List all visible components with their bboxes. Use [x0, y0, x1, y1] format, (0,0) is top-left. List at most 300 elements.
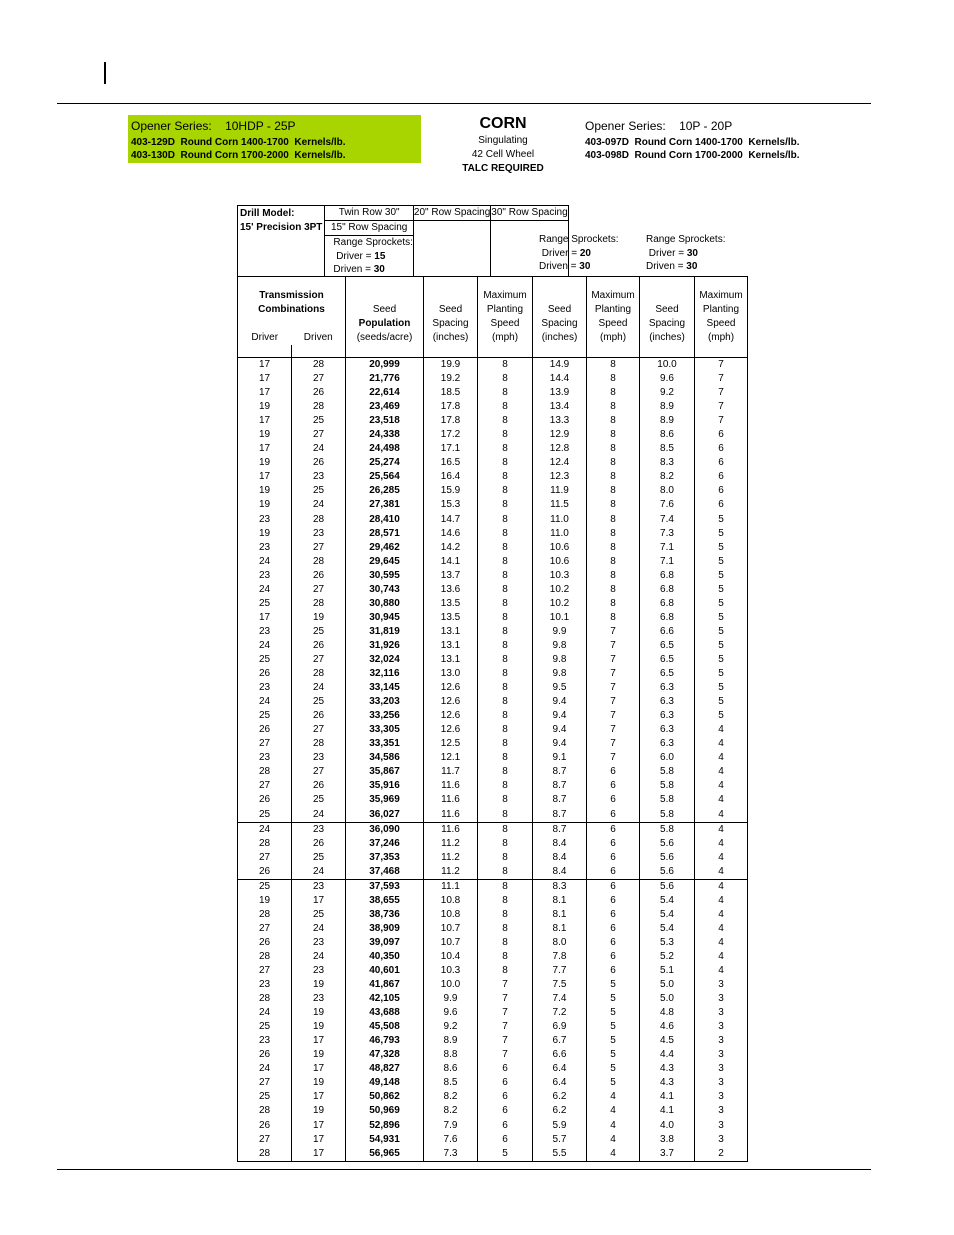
part-number: 403-098D [585, 150, 629, 161]
seed-spacing-15-cell: 12.5 [424, 737, 478, 751]
driver-value: 15 [374, 250, 386, 262]
driven-cell: 24 [292, 950, 346, 964]
max-speed-15-cell: 8 [478, 484, 533, 498]
driven-cell: 25 [292, 484, 346, 498]
seed-spacing-15-cell: 8.6 [424, 1062, 478, 1076]
seed-spacing-30-cell: 5.8 [640, 779, 695, 793]
right-opener-line-1 [585, 136, 800, 149]
max-speed-15-cell: 8 [478, 513, 533, 527]
driver-cell: 17 [238, 414, 292, 428]
seed-spacing-30-cell: 5.6 [640, 851, 695, 865]
seed-population-cell: 30,595 [346, 569, 424, 583]
seed-spacing-15-cell: 10.7 [424, 922, 478, 936]
driver-cell: 19 [238, 428, 292, 442]
max-speed-20-cell: 8 [587, 428, 640, 442]
seed-spacing-20-cell: 10.3 [533, 569, 587, 583]
max-speed-15-cell: 8 [478, 498, 533, 512]
max-speed-20-cell: 8 [587, 442, 640, 456]
driver-cell: 26 [238, 793, 292, 807]
seed-spacing-15-cell: 9.2 [424, 1020, 478, 1034]
seed-spacing-20-cell: 9.4 [533, 709, 587, 723]
seed-spacing-20-cell: 11.5 [533, 498, 587, 512]
max-speed-20-cell: 6 [587, 879, 640, 894]
seed-spacing-20-cell: 9.8 [533, 639, 587, 653]
max-speed-20-cell: 7 [587, 653, 640, 667]
driver-cell: 25 [238, 879, 292, 894]
driver-cell: 28 [238, 1104, 292, 1118]
table-row [238, 555, 748, 569]
seed-population-cell: 37,468 [346, 865, 424, 880]
seed-spacing-20-cell: 7.7 [533, 964, 587, 978]
driven-cell: 23 [292, 992, 346, 1006]
seed-spacing-15-cell: 17.2 [424, 428, 478, 442]
driver-cell: 28 [238, 1147, 292, 1162]
driven-value: 30 [686, 261, 698, 272]
max-speed-30-cell: 5 [695, 695, 748, 709]
seed-spacing-20-cell: 8.7 [533, 822, 587, 837]
driven-cell: 23 [292, 879, 346, 894]
max-speed-15-cell: 6 [478, 1090, 533, 1104]
seed-wheel: 42 Cell Wheel [471, 149, 535, 160]
seed-population-cell: 42,105 [346, 992, 424, 1006]
table-row [238, 709, 748, 723]
seed-spacing-15-cell: 8.2 [424, 1104, 478, 1118]
seed-spacing-15-cell: 16.5 [424, 456, 478, 470]
table-row [238, 1147, 748, 1162]
spacing-group-title [325, 206, 414, 221]
table-row [238, 964, 748, 978]
driver-cell: 24 [238, 583, 292, 597]
seed-population-cell: 33,145 [346, 681, 424, 695]
table-row [238, 908, 748, 922]
table-row [238, 639, 748, 653]
seed-spacing-20-cell: 5.7 [533, 1133, 587, 1147]
table-row [238, 737, 748, 751]
max-speed-20-cell: 8 [587, 456, 640, 470]
header-rule [57, 103, 871, 104]
max-speed-30-cell: 3 [695, 978, 748, 992]
max-speed-15-cell: 8 [478, 751, 533, 765]
driver-cell: 23 [238, 541, 292, 555]
table-body [238, 358, 748, 1162]
max-speed-30-cell: 5 [695, 597, 748, 611]
seed-spacing-15-cell: 10.8 [424, 908, 478, 922]
max-speed-15-cell: 8 [478, 879, 533, 894]
driver-value: 30 [686, 247, 698, 259]
max-speed-15-cell: 8 [478, 653, 533, 667]
table-row [238, 1076, 748, 1090]
seed-spacing-30-cell: 5.2 [640, 950, 695, 964]
driven-value: 30 [579, 261, 591, 272]
table-row [238, 513, 748, 527]
seed-population-cell: 39,097 [346, 936, 424, 950]
range-sprockets-label: Range Sprockets: [646, 234, 726, 245]
table-row [238, 1034, 748, 1048]
seed-spacing-20-cell: 8.4 [533, 865, 587, 880]
table-row [238, 1020, 748, 1034]
max-speed-20-cell: 8 [587, 611, 640, 625]
max-speed-15-cell: 8 [478, 442, 533, 456]
driver-cell: 26 [238, 865, 292, 880]
max-speed-15-cell: 8 [478, 611, 533, 625]
max-speed-15-cell: 6 [478, 1104, 533, 1118]
driven-cell: 27 [292, 583, 346, 597]
max-speed-15-cell: 8 [478, 695, 533, 709]
seed-spacing-15-cell: 11.6 [424, 808, 478, 823]
seed-spacing-30-cell: 4.0 [640, 1119, 695, 1133]
max-speed-20-cell: 7 [587, 709, 640, 723]
max-speed-15-cell: 8 [478, 428, 533, 442]
max-speed-15-cell: 8 [478, 372, 533, 386]
driver-cell: 17 [238, 470, 292, 484]
driven-cell: 26 [292, 569, 346, 583]
max-speed-15-cell: 8 [478, 400, 533, 414]
table-row [238, 653, 748, 667]
header-line: Maximum [699, 290, 743, 301]
seed-population-cell: 30,945 [346, 611, 424, 625]
seed-spacing-15-cell: 11.2 [424, 837, 478, 851]
driver-cell: 28 [238, 950, 292, 964]
seed-spacing-20-cell: 7.5 [533, 978, 587, 992]
max-speed-15-cell: 8 [478, 837, 533, 851]
seed-population-cell: 41,867 [346, 978, 424, 992]
seed-spacing-30-cell: 5.8 [640, 822, 695, 837]
driver-label: Driver = [336, 250, 375, 262]
seed-spacing-20-cell: 11.0 [533, 527, 587, 541]
max-speed-30-cell: 6 [695, 428, 748, 442]
driven-label: Driven = [539, 261, 580, 272]
seed-rate-table [237, 205, 569, 277]
seed-spacing-15-cell: 11.6 [424, 779, 478, 793]
driver-cell: 27 [238, 1076, 292, 1090]
driven-cell: 26 [292, 456, 346, 470]
seed-population-cell: 28,410 [346, 513, 424, 527]
max-speed-15-cell: 8 [478, 865, 533, 880]
driver-cell: 19 [238, 498, 292, 512]
driver-label: Driver = [648, 247, 687, 259]
seed-spacing-20-cell: 8.1 [533, 894, 587, 908]
table-row [238, 428, 748, 442]
header-line: Maximum [483, 290, 527, 301]
max-speed-30-cell: 3 [695, 1048, 748, 1062]
seed-population-cell: 23,469 [346, 400, 424, 414]
seed-spacing-30-cell: 7.3 [640, 527, 695, 541]
driven-cell: 28 [292, 737, 346, 751]
driven-cell: 19 [292, 1048, 346, 1062]
seed-population-cell: 29,462 [346, 541, 424, 555]
driven-cell: 23 [292, 822, 346, 837]
seed-population-cell: 21,776 [346, 372, 424, 386]
max-speed-20-cell: 7 [587, 625, 640, 639]
table-row [238, 1104, 748, 1118]
seed-spacing-15-cell: 8.5 [424, 1076, 478, 1090]
max-speed-15-cell: 8 [478, 625, 533, 639]
seed-spacing-20-cell: 6.6 [533, 1048, 587, 1062]
header-line: (seeds/acre) [356, 332, 413, 343]
seed-spacing-30-cell: 3.8 [640, 1133, 695, 1147]
header-line: Planting [486, 304, 524, 315]
max-speed-20-cell: 7 [587, 681, 640, 695]
seed-spacing-20-cell: 8.4 [533, 851, 587, 865]
max-speed-30-cell: 5 [695, 513, 748, 527]
seed-population-cell: 23,518 [346, 414, 424, 428]
header-line: (inches) [432, 332, 469, 343]
header-line: (inches) [649, 332, 685, 343]
driven-cell: 25 [292, 625, 346, 639]
max-speed-header [478, 277, 533, 346]
driven-cell: 26 [292, 709, 346, 723]
max-speed-20-cell: 8 [587, 513, 640, 527]
max-speed-20-cell: 5 [587, 978, 640, 992]
seed-population-cell: 33,305 [346, 723, 424, 737]
driver-cell: 23 [238, 978, 292, 992]
seed-spacing-20-cell: 10.2 [533, 597, 587, 611]
driven-cell: 23 [292, 527, 346, 541]
max-speed-20-cell: 4 [587, 1147, 640, 1162]
max-speed-20-cell: 6 [587, 837, 640, 851]
driven-cell: 28 [292, 513, 346, 527]
max-speed-15-cell: 8 [478, 964, 533, 978]
driver-cell: 26 [238, 723, 292, 737]
driven-cell: 17 [292, 1147, 346, 1162]
max-speed-header [587, 277, 640, 346]
seed-population-cell: 20,999 [346, 358, 424, 373]
max-speed-30-cell: 5 [695, 667, 748, 681]
max-speed-20-cell: 6 [587, 822, 640, 837]
seed-spacing-30-cell: 5.8 [640, 765, 695, 779]
max-speed-20-cell: 5 [587, 1034, 640, 1048]
driver-cell: 17 [238, 372, 292, 386]
seed-spacing-15-cell: 10.4 [424, 950, 478, 964]
seed-spacing-header [533, 277, 587, 346]
table-row [238, 851, 748, 865]
table-row [238, 583, 748, 597]
driven-cell: 28 [292, 597, 346, 611]
seed-spacing-15-cell: 11.7 [424, 765, 478, 779]
max-speed-20-cell: 4 [587, 1119, 640, 1133]
max-speed-20-cell: 8 [587, 372, 640, 386]
max-speed-30-cell: 4 [695, 723, 748, 737]
seed-population-cell: 31,926 [346, 639, 424, 653]
seed-spacing-20-cell: 12.3 [533, 470, 587, 484]
seed-population-cell: 35,969 [346, 793, 424, 807]
seed-spacing-15-cell: 19.9 [424, 358, 478, 373]
max-speed-20-cell: 6 [587, 894, 640, 908]
max-speed-15-cell: 8 [478, 597, 533, 611]
driven-cell: 19 [292, 1020, 346, 1034]
table-row [238, 793, 748, 807]
header-line: Planting [594, 304, 632, 315]
max-speed-30-cell: 5 [695, 709, 748, 723]
driven-cell: 17 [292, 1034, 346, 1048]
driven-cell: 28 [292, 667, 346, 681]
table-row [238, 484, 748, 498]
max-speed-20-cell: 5 [587, 992, 640, 1006]
seed-spacing-15-cell: 19.2 [424, 372, 478, 386]
max-speed-20-cell: 7 [587, 737, 640, 751]
table-row [238, 611, 748, 625]
max-speed-20-cell: 6 [587, 950, 640, 964]
driven-cell: 23 [292, 751, 346, 765]
max-speed-15-cell: 8 [478, 793, 533, 807]
seed-spacing-15-cell: 17.1 [424, 442, 478, 456]
seed-spacing-30-cell: 3.7 [640, 1147, 695, 1162]
seed-population-cell: 22,614 [346, 386, 424, 400]
max-speed-20-cell: 6 [587, 765, 640, 779]
driven-cell: 24 [292, 865, 346, 880]
seed-spacing-30-cell: 4.4 [640, 1048, 695, 1062]
table-row [238, 865, 748, 880]
driven-cell: 17 [292, 1133, 346, 1147]
spacing-group-title [413, 206, 490, 221]
seed-population-cell: 34,586 [346, 751, 424, 765]
table-row [238, 1133, 748, 1147]
seed-spacing-15-cell: 12.6 [424, 681, 478, 695]
seed-spacing-30-cell: 7.4 [640, 513, 695, 527]
seed-spacing-20-cell: 13.4 [533, 400, 587, 414]
seed-population-cell: 33,256 [346, 709, 424, 723]
driven-cell: 25 [292, 908, 346, 922]
part-number: 403-097D [585, 137, 629, 148]
crop-title: CORN [479, 115, 527, 132]
max-speed-15-cell: 8 [478, 779, 533, 793]
max-speed-20-cell: 6 [587, 851, 640, 865]
max-speed-30-cell: 3 [695, 1104, 748, 1118]
max-speed-15-cell: 8 [478, 583, 533, 597]
max-speed-20-cell: 6 [587, 964, 640, 978]
left-opener-line-1 [131, 136, 346, 149]
driven-cell: 19 [292, 978, 346, 992]
seed-spacing-15-cell: 7.3 [424, 1147, 478, 1162]
max-speed-30-cell: 7 [695, 372, 748, 386]
seed-population-cell: 40,350 [346, 950, 424, 964]
driven-cell: 24 [292, 442, 346, 456]
max-speed-15-cell: 8 [478, 765, 533, 779]
seed-population-cell: 38,655 [346, 894, 424, 908]
max-speed-15-cell: 8 [478, 894, 533, 908]
seed-spacing-30-cell: 6.8 [640, 569, 695, 583]
seed-spacing-15-cell: 13.5 [424, 597, 478, 611]
max-speed-30-cell: 3 [695, 1006, 748, 1020]
seed-population-cell: 36,090 [346, 822, 424, 837]
table-row [238, 723, 748, 737]
seed-spacing-15-cell: 9.6 [424, 1006, 478, 1020]
seed-spacing-30-cell: 5.4 [640, 922, 695, 936]
table-row [238, 1006, 748, 1020]
max-speed-30-cell: 5 [695, 625, 748, 639]
driven-label: Driven = [333, 264, 374, 275]
range-sprockets-group-2 [539, 233, 619, 274]
seed-population-cell: 50,969 [346, 1104, 424, 1118]
table-row [238, 894, 748, 908]
table-row [238, 1090, 748, 1104]
max-speed-15-cell: 8 [478, 808, 533, 823]
drill-model-label: Drill Model: [240, 208, 295, 219]
seed-population-cell: 37,593 [346, 879, 424, 894]
seed-spacing-20-cell: 6.2 [533, 1104, 587, 1118]
seed-spacing-20-cell: 12.9 [533, 428, 587, 442]
driven-cell: 25 [292, 793, 346, 807]
driven-cell: 17 [292, 1119, 346, 1133]
max-speed-15-cell: 8 [478, 737, 533, 751]
table-row [238, 751, 748, 765]
range-sprockets [325, 236, 414, 277]
max-speed-15-cell: 8 [478, 358, 533, 373]
seed-population-cell: 29,645 [346, 555, 424, 569]
max-speed-20-cell: 5 [587, 1048, 640, 1062]
crop-info [433, 114, 573, 176]
header-line: Speed [490, 318, 520, 329]
seed-spacing-20-cell: 9.4 [533, 737, 587, 751]
header-line: Maximum [591, 290, 635, 301]
seed-population-cell: 24,338 [346, 428, 424, 442]
seed-spacing-15-cell: 13.1 [424, 639, 478, 653]
seed-spacing-20-cell: 7.2 [533, 1006, 587, 1020]
header-line: Speed [598, 318, 628, 329]
seed-spacing-20-cell: 7.4 [533, 992, 587, 1006]
subtitle-spacer [422, 221, 490, 235]
driver-cell: 28 [238, 837, 292, 851]
seed-spacing-15-cell: 8.9 [424, 1034, 478, 1048]
seed-spacing-15-cell: 7.9 [424, 1119, 478, 1133]
max-speed-30-cell: 4 [695, 865, 748, 880]
seed-spacing-header [424, 277, 478, 346]
drill-model: 15' Precision 3PT [240, 222, 323, 233]
seed-spacing-20-cell: 6.4 [533, 1076, 587, 1090]
max-speed-30-cell: 3 [695, 1133, 748, 1147]
seed-spacing-15-cell: 12.1 [424, 751, 478, 765]
max-speed-15-cell: 8 [478, 470, 533, 484]
seed-spacing-20-cell: 12.8 [533, 442, 587, 456]
seed-spacing-30-cell: 6.8 [640, 583, 695, 597]
max-speed-15-cell: 8 [478, 681, 533, 695]
table-row [238, 414, 748, 428]
max-speed-30-cell: 4 [695, 851, 748, 865]
seed-spacing-20-cell: 5.9 [533, 1119, 587, 1133]
max-speed-20-cell: 8 [587, 583, 640, 597]
driven-cell: 28 [292, 358, 346, 373]
driver-cell: 26 [238, 936, 292, 950]
seed-spacing-30-cell: 6.8 [640, 611, 695, 625]
driver-cell: 27 [238, 1133, 292, 1147]
max-speed-20-cell: 7 [587, 639, 640, 653]
seed-population-cell: 35,867 [346, 765, 424, 779]
seed-spacing-30-cell: 6.3 [640, 681, 695, 695]
seed-population-cell: 50,862 [346, 1090, 424, 1104]
driven-cell: 27 [292, 653, 346, 667]
max-speed-15-cell: 7 [478, 978, 533, 992]
seed-spacing-30-cell: 6.3 [640, 737, 695, 751]
seed-spacing-30-cell: 5.0 [640, 978, 695, 992]
max-speed-30-cell: 7 [695, 358, 748, 373]
driver-cell: 28 [238, 992, 292, 1006]
left-opener-label: Opener Series: [131, 119, 212, 133]
header-line: Seed [547, 304, 572, 315]
seed-spacing-15-cell: 16.4 [424, 470, 478, 484]
max-speed-30-cell: 4 [695, 922, 748, 936]
seed-spacing-30-cell: 8.6 [640, 428, 695, 442]
driven-cell: 19 [292, 611, 346, 625]
max-speed-30-cell: 4 [695, 908, 748, 922]
seed-spacing-20-cell: 8.1 [533, 922, 587, 936]
max-speed-30-cell: 7 [695, 400, 748, 414]
driver-cell: 26 [238, 1048, 292, 1062]
seed-spacing-15-cell: 13.7 [424, 569, 478, 583]
max-speed-15-cell: 8 [478, 527, 533, 541]
driver-cell: 19 [238, 400, 292, 414]
seed-spacing-15-cell: 11.2 [424, 851, 478, 865]
max-speed-30-cell: 3 [695, 992, 748, 1006]
